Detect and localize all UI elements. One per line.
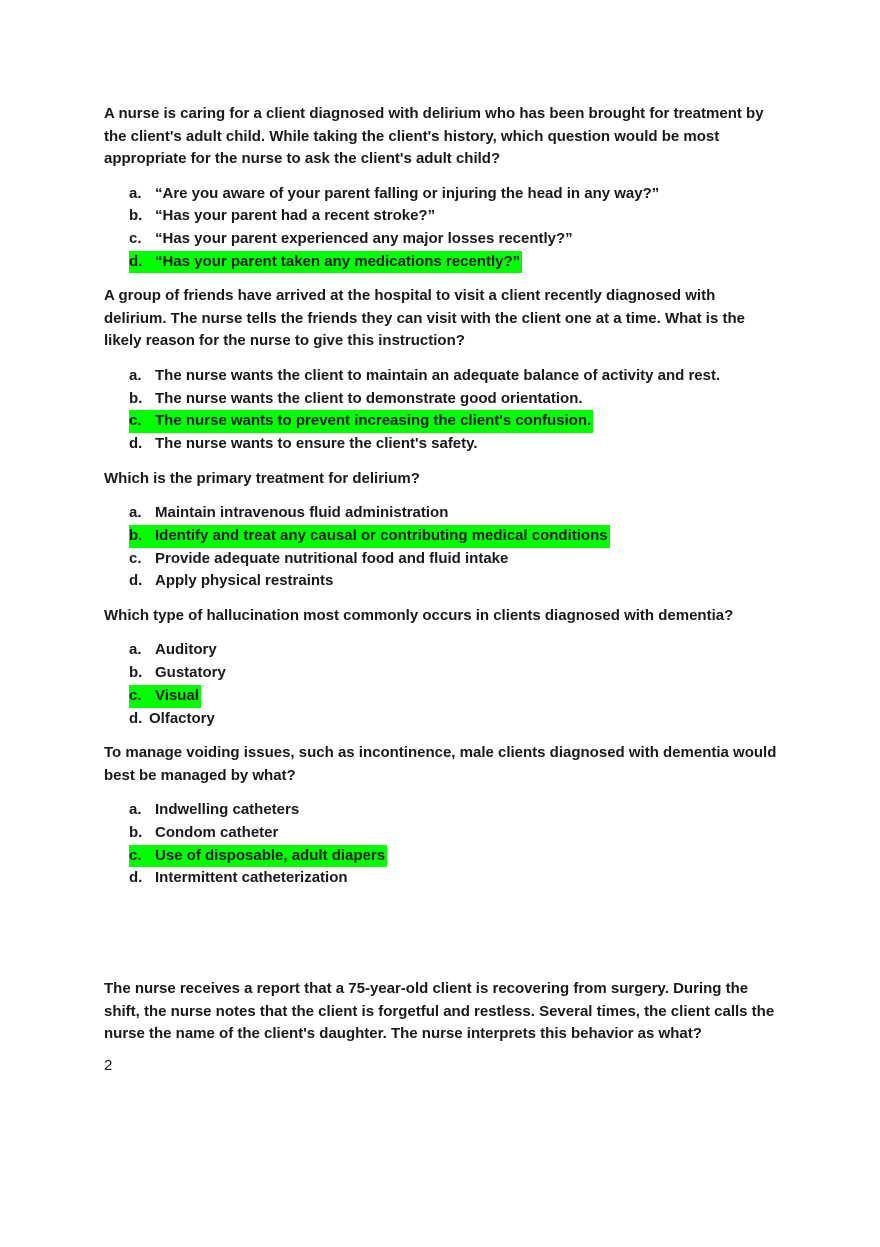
option-letter: d. xyxy=(129,252,143,270)
option-text: The nurse wants to prevent increasing the client's confusion. xyxy=(155,412,592,430)
option-letter: a. xyxy=(129,184,142,202)
option-text: The nurse wants the client to demonstrate good orientation. xyxy=(155,389,583,407)
correct-answer-highlight xyxy=(129,685,201,708)
option-letter: c. xyxy=(129,686,142,704)
answer-options xyxy=(104,799,780,890)
option-text: “Has your parent taken any medications recently?” xyxy=(155,252,521,270)
answer-option xyxy=(104,799,780,822)
answer-option xyxy=(104,570,780,593)
option-text: Visual xyxy=(155,686,199,704)
option-text: “Are you aware of your parent falling or injuring the head in any way?” xyxy=(155,184,660,202)
option-letter: c. xyxy=(129,549,142,567)
answer-option-correct xyxy=(104,525,780,548)
answer-option xyxy=(104,228,780,251)
question-stem: A nurse is caring for a client diagnosed with delirium who has been brought for treatment by the client's adult child. While taking the client's history, which question would be most appropriate for the nurse to ask the client's adult child? xyxy=(104,105,764,167)
option-text: Apply physical restraints xyxy=(155,572,334,590)
option-text: “Has your parent had a recent stroke?” xyxy=(155,207,436,225)
option-text: Identify and treat any causal or contributing medical conditions xyxy=(155,526,608,544)
answer-option-correct xyxy=(104,251,780,274)
answer-option xyxy=(104,867,780,890)
option-text: Indwelling catheters xyxy=(155,801,300,819)
answer-option-correct xyxy=(104,410,780,433)
answer-option-correct xyxy=(104,685,780,708)
blank-space xyxy=(104,902,780,978)
question-block xyxy=(104,742,780,890)
answer-options xyxy=(104,365,780,456)
option-text: Condom catheter xyxy=(155,823,279,841)
option-letter: d. xyxy=(129,709,143,727)
question-block xyxy=(104,605,780,730)
option-text: Intermittent catheterization xyxy=(155,869,348,887)
correct-answer-highlight xyxy=(129,251,522,274)
answer-option xyxy=(104,388,780,411)
option-letter: b. xyxy=(129,664,143,682)
answer-option xyxy=(104,708,780,731)
option-letter: d. xyxy=(129,869,143,887)
answer-option xyxy=(104,822,780,845)
option-letter: d. xyxy=(129,572,143,590)
answer-options xyxy=(104,639,780,730)
page-number: 2 xyxy=(104,1056,113,1074)
answer-option xyxy=(104,365,780,388)
answer-options xyxy=(104,502,780,593)
answer-option xyxy=(104,639,780,662)
answer-option xyxy=(104,433,780,456)
answer-option xyxy=(104,662,780,685)
option-letter: b. xyxy=(129,823,143,841)
option-letter: a. xyxy=(129,504,142,522)
option-letter: a. xyxy=(129,641,142,659)
option-text: The nurse wants the client to maintain an adequate balance of activity and rest. xyxy=(155,366,721,384)
option-letter: d. xyxy=(129,434,143,452)
correct-answer-highlight xyxy=(129,845,387,868)
option-text: “Has your parent experienced any major losses recently?” xyxy=(155,229,573,247)
question-stem: Which is the primary treatment for delirium? xyxy=(104,469,420,487)
correct-answer-highlight xyxy=(129,410,593,433)
question-block xyxy=(104,285,780,455)
question-block xyxy=(104,468,780,593)
answer-option-correct xyxy=(104,845,780,868)
answer-option xyxy=(104,183,780,206)
option-letter: c. xyxy=(129,412,142,430)
answer-option xyxy=(104,548,780,571)
question-block xyxy=(104,103,780,273)
option-text: Olfactory xyxy=(149,709,215,727)
question-stem: Which type of hallucination most commonly occurs in clients diagnosed with dementia? xyxy=(104,606,734,624)
answer-option xyxy=(104,502,780,525)
trailing-question-stem: The nurse receives a report that a 75-year-old client is recovering from surgery. During the shift, the nurse notes that the client is forgetful and restless. Several times, the client calls the nurse the name of the client's daughter. The nurse interprets this behavior as what? xyxy=(104,980,775,1043)
option-text: Provide adequate nutritional food and fluid intake xyxy=(155,549,509,567)
option-letter: b. xyxy=(129,389,143,407)
option-text: Auditory xyxy=(155,641,217,659)
option-letter: c. xyxy=(129,229,142,247)
question-stem: A group of friends have arrived at the hospital to visit a client recently diagnosed with delirium. The nurse tells the friends they can visit with the client one at a time. What is the likely reason for the nurse to give this instruction? xyxy=(104,287,745,350)
option-letter: a. xyxy=(129,366,142,384)
option-letter: b. xyxy=(129,207,143,225)
option-letter: a. xyxy=(129,801,142,819)
question-stem: To manage voiding issues, such as incontinence, male clients diagnosed with dementia would best be managed by what? xyxy=(104,744,777,784)
option-text: Use of disposable, adult diapers xyxy=(155,846,386,864)
option-letter: b. xyxy=(129,526,143,544)
correct-answer-highlight xyxy=(129,525,610,548)
answer-options xyxy=(104,183,780,274)
option-text: Maintain intravenous fluid administration xyxy=(155,504,449,522)
option-text: Gustatory xyxy=(155,664,226,682)
option-text: The nurse wants to ensure the client's safety. xyxy=(155,434,478,452)
option-letter: c. xyxy=(129,846,142,864)
answer-option xyxy=(104,205,780,228)
